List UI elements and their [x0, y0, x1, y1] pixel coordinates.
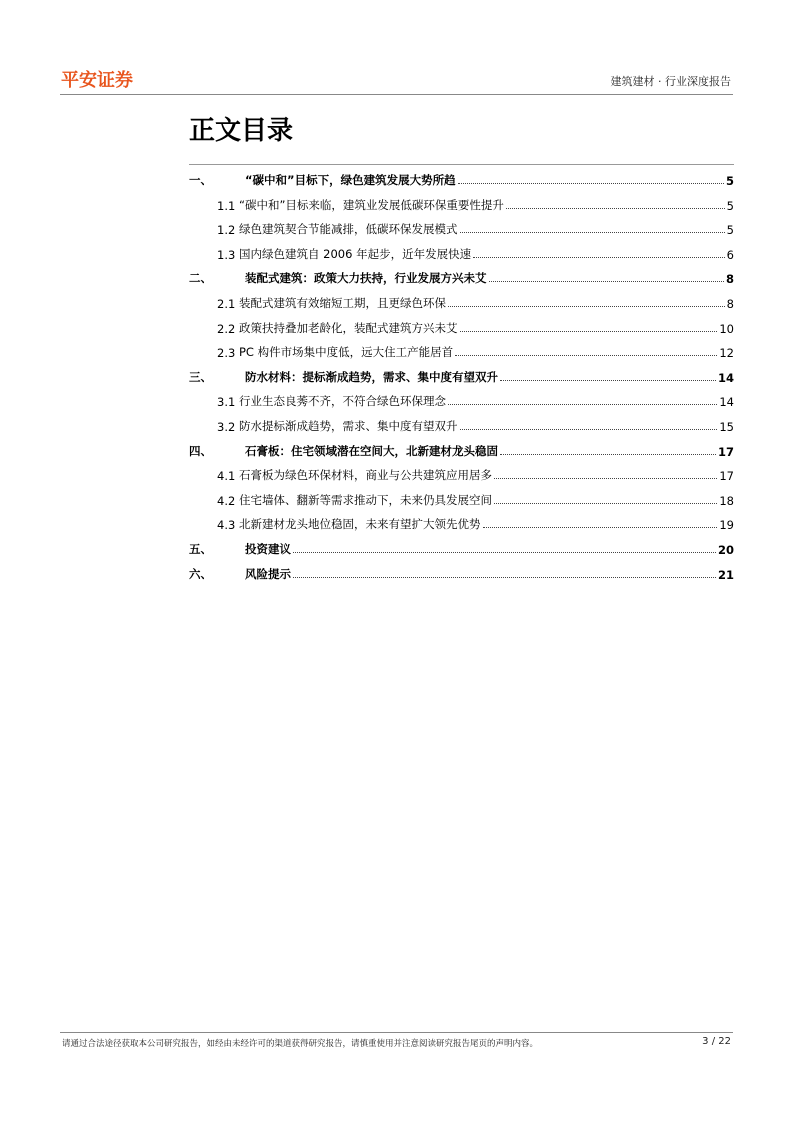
toc-entry[interactable]: [189, 439, 734, 459]
toc-entry-page: 5: [726, 223, 734, 238]
toc-entry[interactable]: [189, 463, 734, 483]
toc-entry-page: 12: [719, 346, 734, 361]
toc-entry-number: 五、: [189, 542, 212, 556]
toc-entry-title: 石膏板：住宅领域潜在空间大，北新建材龙头稳固: [245, 443, 498, 458]
toc-entry[interactable]: [189, 266, 734, 286]
toc-entry-number: 4.3: [217, 518, 236, 533]
toc-entry-page: 21: [717, 567, 734, 582]
toc-entry-title: 风险提示: [245, 566, 291, 581]
toc-entry-page: 14: [719, 395, 734, 410]
toc-entry-number: 2.2: [217, 321, 236, 336]
toc-dot-leader: [448, 404, 717, 405]
footer-disclaimer: 请通过合法途径获取本公司研究报告，如经由未经许可的渠道获得研究报告，请慎重使用并注意阅读研究报告尾页的声明内容。: [62, 1039, 539, 1049]
toc-entry-page: 17: [719, 469, 734, 484]
toc-entry-page: 5: [726, 198, 734, 213]
toc-entry-page: 17: [717, 444, 734, 459]
toc-entry[interactable]: [189, 389, 734, 409]
toc-entry[interactable]: [189, 562, 734, 582]
toc-dot-leader: [494, 503, 717, 504]
toc-entry-number: 2.3: [217, 346, 236, 361]
toc-entry-title: 政策扶持叠加老龄化，装配式建筑方兴未艾: [239, 320, 458, 335]
toc-entry-number: 3.2: [217, 420, 236, 434]
toc-entry-title: 国内绿色建筑自 2006 年起步，近年发展快速: [239, 246, 472, 261]
toc-entry[interactable]: [189, 316, 734, 336]
report-category: 建筑建材 · 行业深度报告: [610, 75, 731, 88]
toc-entry-number: 四、: [189, 443, 212, 458]
toc-entry[interactable]: [189, 365, 734, 385]
footer-divider: [60, 1032, 733, 1033]
toc-entry-title: PC 构件市场集中度低，远大住工产能居首: [239, 345, 454, 360]
toc-entry-title: 石膏板为绿色环保材料，商业与公共建筑应用居多: [239, 468, 492, 483]
toc-entry-page: 8: [725, 272, 734, 287]
toc-dot-leader: [506, 208, 725, 209]
toc-entry-number: 1.1: [217, 198, 236, 213]
toc-dot-leader: [455, 355, 717, 356]
toc-entry[interactable]: [189, 488, 734, 508]
toc-entry[interactable]: [189, 217, 734, 237]
toc-entry-number: 4.2: [217, 493, 236, 508]
toc-entry-number: 三、: [189, 369, 212, 384]
toc-entry[interactable]: [189, 414, 734, 434]
toc-entry-page: 8: [726, 297, 734, 311]
toc-entry-number: 1.2: [217, 223, 236, 238]
toc-entry-title: “碳中和”目标下，绿色建筑发展大势所趋: [245, 173, 456, 187]
toc-entry-number: 1.3: [217, 247, 236, 262]
toc-dot-leader: [494, 478, 717, 479]
toc-dot-leader: [489, 281, 724, 282]
company-logo: 平安证券: [61, 70, 133, 91]
toc-dot-leader: [483, 527, 718, 528]
toc-entry[interactable]: [189, 193, 734, 213]
toc-entry-number: 4.1: [217, 469, 236, 484]
toc-dot-leader: [460, 331, 718, 332]
toc-entry-title: 防水材料：提标渐成趋势，需求、集中度有望双升: [245, 369, 498, 384]
toc-entry-page: 10: [719, 321, 734, 336]
page-title: 正文目录: [189, 116, 294, 146]
toc-entry-title: 住宅墙体、翻新等需求推动下，未来仍具发展空间: [239, 492, 492, 507]
page-number: 3 / 22: [702, 1036, 731, 1047]
toc-entry[interactable]: [189, 512, 734, 532]
toc-dot-leader: [473, 257, 725, 258]
toc-entry-title: 防水提标渐成趋势，需求、集中度有望双升: [239, 419, 458, 433]
toc-dot-leader: [458, 183, 724, 184]
toc-dot-leader: [500, 380, 716, 381]
toc-entry-title: 北新建材龙头地位稳固，未来有望扩大领先优势: [239, 517, 481, 532]
toc-entry-page: 14: [717, 370, 734, 385]
toc-dot-leader: [293, 552, 716, 553]
toc-entry-number: 一、: [189, 173, 212, 187]
toc-entry-title: 投资建议: [245, 542, 291, 556]
toc-entry-page: 20: [717, 543, 734, 557]
toc-entry-number: 六、: [189, 566, 212, 581]
toc-entry-title: “碳中和”目标来临，建筑业发展低碳环保重要性提升: [239, 197, 504, 212]
toc-dot-leader: [460, 232, 725, 233]
toc-entry-title: 装配式建筑有效缩短工期，且更绿色环保: [239, 296, 446, 310]
toc-dot-leader: [293, 577, 716, 578]
toc-entry-title: 行业生态良莠不齐，不符合绿色环保理念: [239, 394, 446, 409]
toc-entry-number: 3.1: [217, 395, 236, 410]
header-divider: [60, 94, 733, 95]
toc-entry-page: 6: [726, 247, 734, 262]
toc-entry[interactable]: [189, 340, 734, 360]
toc-dot-leader: [500, 454, 716, 455]
toc-dot-leader: [448, 306, 725, 307]
toc-entry[interactable]: [189, 168, 734, 188]
toc-entry-number: 二、: [189, 271, 212, 286]
toc-entry-page: 15: [719, 420, 734, 434]
toc-entry-page: 5: [725, 174, 734, 188]
toc-top-divider: [189, 164, 734, 165]
toc-dot-leader: [460, 429, 718, 430]
toc-entry[interactable]: [189, 291, 734, 311]
toc-entry[interactable]: [189, 537, 734, 557]
toc-entry-title: 绿色建筑契合节能减排，低碳环保发展模式: [239, 222, 458, 237]
toc-entry-title: 装配式建筑：政策大力扶持，行业发展方兴未艾: [245, 271, 487, 286]
toc-entry-page: 19: [719, 518, 734, 533]
toc-entry-page: 18: [719, 493, 734, 508]
toc-entry[interactable]: [189, 242, 734, 262]
toc-entry-number: 2.1: [217, 297, 236, 311]
